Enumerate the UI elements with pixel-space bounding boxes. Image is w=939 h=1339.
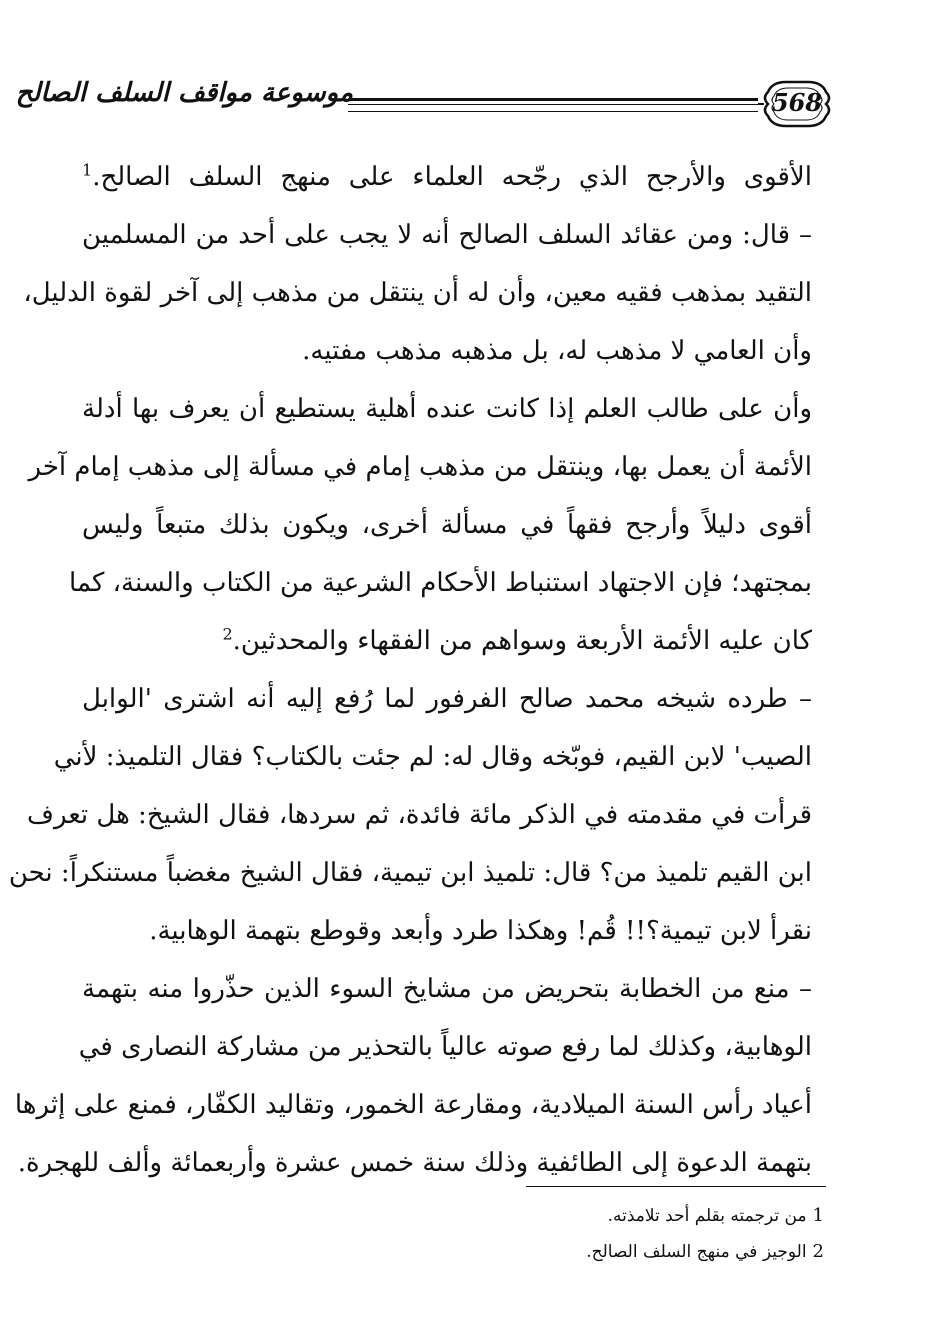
text-line: بمجتهد؛ فإن الاجتهاد استنباط الأحكام الشرعية من الكتاب والسنة، كما bbox=[69, 568, 812, 598]
text-line: الصيب' لابن القيم، فوبّخه وقال له: لم جئت بالكتاب؟ فقال التلميذ: لأني bbox=[53, 742, 812, 772]
header-rule bbox=[348, 98, 758, 112]
text-line: التقيد بمذهب فقيه معين، وأن له أن ينتقل من مذهب إلى آخر لقوة الدليل، bbox=[23, 278, 812, 308]
text-line: الوهابية، وكذلك لما رفع صوته عالياً بالتحذير من مشاركة النصارى في bbox=[78, 1032, 812, 1062]
text-line: – منع من الخطابة بتحريض من مشايخ السوء الذين حذّروا منه بتهمة bbox=[82, 974, 812, 1004]
text-line: – قال: ومن عقائد السلف الصالح أنه لا يجب على أحد من المسلمين bbox=[82, 220, 812, 250]
page-number: 568 bbox=[771, 88, 823, 117]
footnotes bbox=[82, 1198, 824, 1270]
text-line: بتهمة الدعوة إلى الطائفية وذلك سنة خمس عشرة وأربعمائة وألف للهجرة. bbox=[17, 1148, 812, 1178]
text-line: ابن القيم تلميذ من؟ قال: تلميذ ابن تيمية، فقال الشيخ مغضباً مستنكراً: نحن bbox=[8, 858, 812, 888]
text-line: وأن العامي لا مذهب له، بل مذهبه مذهب مفتيه. bbox=[302, 336, 812, 366]
page-number-badge bbox=[758, 74, 836, 134]
text-line: كان عليه الأئمة الأربعة وسواهم من الفقهاء والمحدثين.$^2$ bbox=[222, 624, 812, 656]
footnote-number: 2 bbox=[812, 1241, 824, 1262]
footnote bbox=[82, 1198, 824, 1234]
series-title: موسوعة مواقف السلف الصالح bbox=[15, 78, 353, 108]
footnote-number: 1 bbox=[812, 1205, 824, 1226]
footnote bbox=[82, 1234, 824, 1270]
footnote-text: من ترجمته بقلم أحد تلامذته. bbox=[607, 1206, 807, 1226]
footnote-text: الوجيز في منهج السلف الصالح. bbox=[586, 1242, 807, 1262]
footnote-ref: 1 bbox=[82, 160, 93, 180]
main-text bbox=[8, 148, 812, 1192]
text-line: أقوى دليلاً وأرجح فقهاً في مسألة أخرى، ويكون بذلك متبعاً وليس bbox=[82, 510, 812, 540]
page-header bbox=[15, 70, 878, 140]
text-line: – طرده شيخه محمد صالح الفرفور لما رُفع إليه أنه اشترى 'الوابل bbox=[82, 684, 812, 714]
text-line: وأن على طالب العلم إذا كانت عنده أهلية يستطيع أن يعرف بها أدلة bbox=[82, 394, 812, 424]
text-line: نقرأ لابن تيمية؟!! قُم! وهكذا طرد وأبعد وقوطع بتهمة الوهابية. bbox=[149, 916, 812, 946]
text-line: الأقوى والأرجح الذي رجّحه العلماء على منهج السلف الصالح.$^1$ bbox=[82, 160, 812, 192]
footnote-ref: 2 bbox=[222, 624, 233, 644]
text-line: قرأت في مقدمته في الذكر مائة فائدة، ثم سردها، فقال الشيخ: هل تعرف bbox=[27, 800, 812, 830]
footnote-separator bbox=[526, 1186, 826, 1187]
text-line: أعياد رأس السنة الميلادية، ومقارعة الخمور، وتقاليد الكفّار، فمنع على إثرها bbox=[14, 1090, 812, 1120]
text-line: الأئمة أن يعمل بها، وينتقل من مذهب إمام في مسألة إلى مذهب إمام آخر bbox=[28, 452, 812, 482]
